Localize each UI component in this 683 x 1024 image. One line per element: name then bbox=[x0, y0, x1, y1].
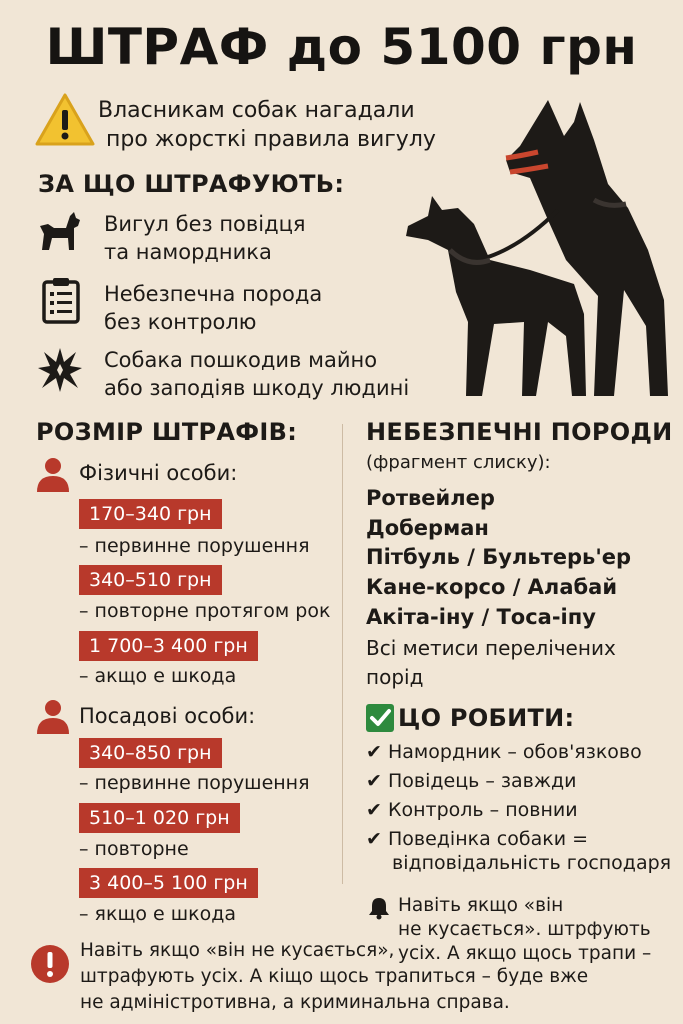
fine-note: – первинне порушення bbox=[79, 535, 310, 557]
breed-item: Пітбуль / Бультерь'ер bbox=[366, 545, 632, 569]
check-icon: ✔ bbox=[366, 828, 382, 850]
fine-note: – якщо е шкода bbox=[79, 903, 237, 925]
what-to-do-heading: ЦО РОБИТИ: bbox=[398, 704, 575, 732]
subtitle-line-2: про жорсткі правила вигулу bbox=[106, 127, 436, 152]
why-fined-heading: ЗА ЩО ШТРАФУЮТЬ: bbox=[38, 170, 345, 198]
fine-amount-badge: 340–850 грн bbox=[79, 738, 222, 768]
todo-item: ✔ Повідець – завжди bbox=[366, 770, 577, 792]
check-icon: ✔ bbox=[366, 770, 382, 792]
fine-note: – первинне порушення bbox=[79, 772, 310, 794]
breed-item: Доберман bbox=[366, 516, 489, 540]
fine-note: – повторне bbox=[79, 838, 189, 860]
alert-icon bbox=[30, 944, 70, 984]
side-note: Навіть якщо «він не кусається». штрфують усіх. А якщо щось трапи – bbox=[398, 895, 652, 964]
fine-amount-badge: 170–340 грн bbox=[79, 499, 222, 529]
burst-damage-icon bbox=[36, 346, 84, 394]
breed-item: Ротвейлер bbox=[366, 486, 495, 510]
fine-amount-badge: 510–1 020 грн bbox=[79, 803, 240, 833]
dangerous-breeds-heading: НЕБЕЗПЕЧНІ ПОРОДИ bbox=[366, 418, 673, 446]
check-icon: ✔ bbox=[366, 741, 382, 763]
fines-heading: РОЗМІР ШТРАФІВ: bbox=[36, 418, 298, 446]
fine-amount-badge: 1 700–3 400 грн bbox=[79, 631, 258, 661]
dog-silhouette-icon bbox=[34, 206, 82, 254]
reason-leash: Вигул без повідця та намордника bbox=[104, 212, 306, 264]
fine-note: – акщо е шкода bbox=[79, 665, 237, 687]
breeds-mixes-note: Всі метиси перелічених порід bbox=[366, 636, 616, 689]
breeds-subheading: (фрагмент слиску): bbox=[366, 452, 551, 473]
subtitle-line-1: Власникам собак нагадали bbox=[98, 98, 415, 123]
bottom-warning-note: Навіть якщо «він не кусається», штрафують усіх. А кіщо щось трапиться – буде вже не адміністротивна, а криминальна справа. bbox=[80, 940, 589, 1013]
bell-icon bbox=[366, 896, 392, 920]
reason-damage: Собака пошкодив майно або заподіяв шкоду людині bbox=[104, 348, 410, 400]
page-title: ШТРАФ до 5100 грн bbox=[45, 18, 638, 76]
clipboard-checklist-icon bbox=[38, 276, 86, 324]
checkbox-icon bbox=[366, 704, 394, 732]
breed-item: Кане-корсо / Алабай bbox=[366, 575, 618, 599]
todo-item: ✔ Поведінка собаки = bbox=[366, 828, 589, 850]
todo-item: ✔ Контроль – повнии bbox=[366, 799, 578, 821]
fine-note: – повторне протягом рок bbox=[79, 600, 331, 622]
todo-item-continuation: відповідальність господаря bbox=[392, 852, 672, 874]
officials-label: Посадові особи: bbox=[79, 704, 256, 728]
column-divider bbox=[342, 424, 343, 884]
fine-amount-badge: 3 400–5 100 грн bbox=[79, 868, 258, 898]
official-person-icon bbox=[34, 698, 72, 734]
check-icon: ✔ bbox=[366, 799, 382, 821]
individuals-label: Фізичні особи: bbox=[79, 461, 238, 485]
fine-amount-badge: 340–510 грн bbox=[79, 565, 222, 595]
person-icon bbox=[34, 456, 72, 492]
todo-item: ✔ Намордник – обов'язково bbox=[366, 741, 642, 763]
breed-item: Акіта-іну / Тоса-іпу bbox=[366, 605, 596, 629]
reason-dangerous-breed: Небезпечна порода без контролю bbox=[104, 282, 323, 334]
dogs-illustration bbox=[398, 100, 678, 400]
subtitle bbox=[98, 96, 436, 154]
warning-triangle-icon bbox=[34, 92, 96, 148]
